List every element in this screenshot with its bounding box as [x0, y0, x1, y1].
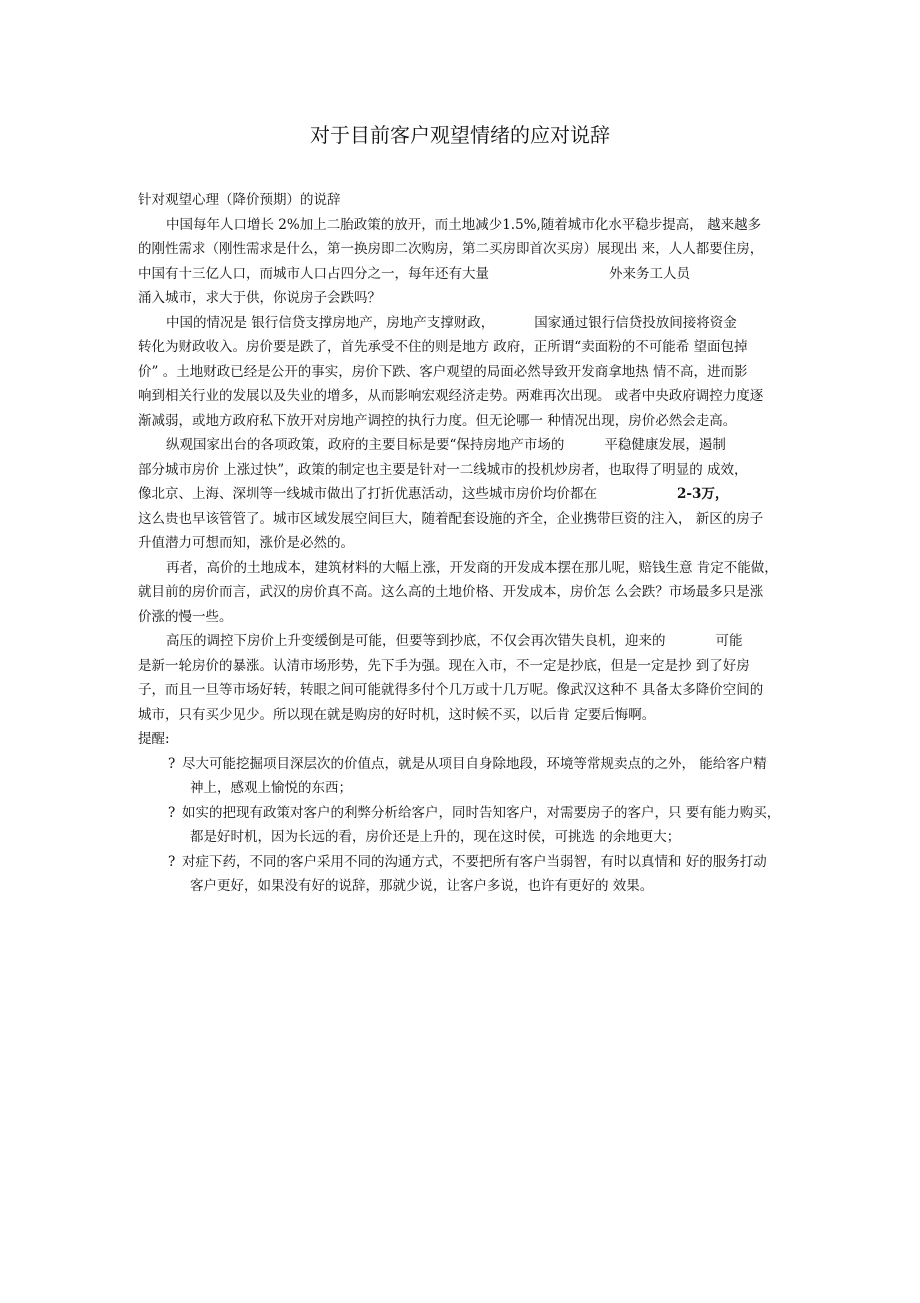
paragraph-line: 价” 。土地财政已经是公开的事实，房价下跌、客户观望的局面必然导致开发商拿地热 情不高，进而影	[138, 363, 748, 380]
paragraph-line: 的刚性需求（刚性需求是什么，第一换房即二次购房，第二买房即首次买房）展现出 来，人人都要住房，	[138, 241, 764, 257]
text-segment: 中国的情况是 银行信贷支撑房地产，房地产支撑财政，	[166, 314, 495, 331]
paragraph-line: 就目前的房价而言，武汉的房价真不高。这么高的土地价格、开发成本，房价怎 么会跌？市场最多只是涨	[138, 584, 764, 600]
paragraph-line: 是新一轮房价的暴涨。认清市场形势，先下手为强。现在入市，不一定是抄底，但是一定是抄 到了好房	[138, 657, 750, 674]
text-segment: 平稳健康发展，遏制	[604, 437, 726, 453]
tips-label: 提醒:	[138, 731, 170, 747]
tip-line	[138, 755, 788, 773]
document-title: 对于目前客户观望情绪的应对说辞	[310, 123, 610, 147]
tip-text: 对症下药，不同的客户采用不同的沟通方式，不要把所有客户当弱智，有时以真情和 好的服务打动	[182, 853, 767, 870]
paragraph-line: 升值潜力可想而知，涨价是必然的。	[138, 535, 354, 551]
paragraph-line: 子，而且一旦等市场好转，转眼之间可能就得多付个几万或十几万呢。像武汉这种不 具备太多降价空间的	[138, 682, 764, 698]
tip-line: 神上，感观上愉悦的东西；	[190, 780, 352, 796]
tip-bullet: ?	[168, 755, 176, 772]
text-segment: 纵观国家出台的各项政策，政府的主要目标是要“保持房地产市场的	[166, 437, 565, 453]
text-segment: 国家通过银行信贷投放间接将资金	[534, 314, 737, 331]
paragraph-line: 城市，只有买少见少。所以现在就是购房的好时机，这时候不买，以后肯 定要后悔啊。	[138, 706, 656, 723]
paragraph-line: 渐减弱，或地方政府私下放开对房地产调控的执行力度。但无论哪一 种情况出现，房价必然会走高。	[138, 412, 737, 429]
paragraph-line	[138, 314, 788, 332]
tip-text: 如实的把现有政策对客户的利弊分析给客户，同时告知客户，对需要房子的客户，只 要有能力购买，	[182, 804, 781, 821]
tip-bullet: ?	[168, 804, 176, 821]
paragraph-line	[138, 485, 788, 503]
paragraph-line: 部分城市房价 上涨过快”，政策的制定也主要是针对一二线城市的投机炒房者，也取得了明显的 成效，	[138, 461, 748, 478]
paragraph-line: 响到相关行业的发展以及失业的增多，从而影响宏观经济走势。两难再次出现。 或者中央政府调控力度逐	[138, 388, 764, 404]
tip-text: 尽大可能挖掘项目深层次的价值点，就是从项目自身除地段，环境等常规卖点的之外， 能给客户精	[182, 755, 767, 772]
paragraph-line	[138, 265, 788, 283]
text-segment: 2-3万，	[677, 486, 729, 502]
paragraph-line: 涌入城市，求大于供，你说房子会跌吗？	[138, 290, 381, 306]
paragraph-line: 转化为财政收入。房价要是跌了，首先承受不住的则是地方 政府，正所谓“卖面粉的不可能希 望面包掉	[138, 339, 748, 355]
document-body	[138, 191, 788, 902]
tip-line	[138, 804, 788, 822]
tip-line: 都是好时机，因为长远的看，房价还是上升的，现在这时侯，可挑选 的余地更大；	[190, 829, 681, 845]
tip-bullet: ?	[168, 853, 176, 870]
section-heading: 针对观望心理（降价预期）的说辞	[138, 192, 341, 208]
tip-line	[138, 853, 788, 871]
text-segment: 像北京、上海、深圳等一线城市做出了打折优惠活动，这些城市房价均价都在	[138, 486, 597, 502]
paragraph-line	[138, 632, 788, 650]
text-segment: 中国有十三亿人口，而城市人口占四分之一，每年还有大量	[138, 265, 489, 282]
text-segment: 可能	[715, 633, 743, 649]
paragraph-line	[138, 436, 788, 454]
paragraph-line: 价涨的慢一些。	[138, 608, 233, 625]
paragraph-line: 再者，高价的土地成本，建筑材料的大幅上涨，开发商的开发成本摆在那儿呢，赔钱生意 肯定不能做，	[166, 559, 778, 576]
text-segment: 高压的调控下房价上升变缓倒是可能，但要等到抄底，不仅会再次错失良机，迎来的	[166, 633, 666, 649]
paragraph-line: 中国每年人口增长 2%加上二胎政策的放开，而土地减少1.5%,随着城市化水平稳步提高， 越来越多	[166, 216, 762, 233]
text-segment: 外来务工人员	[609, 265, 690, 282]
tip-line: 客户更好，如果没有好的说辞，那就少说，让客户多说，也许有更好的 效果。	[190, 878, 654, 894]
paragraph-line: 这么贵也早该管管了。城市区域发展空间巨大，随着配套设施的齐全，企业携带巨资的注入， 新区的房子	[138, 510, 764, 527]
